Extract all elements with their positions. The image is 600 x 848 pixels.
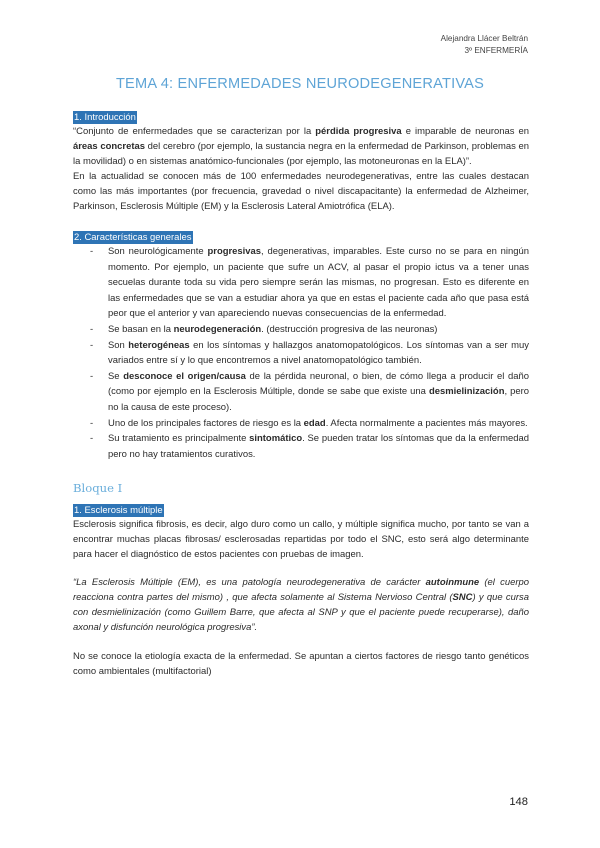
- em-quote: [73, 575, 529, 635]
- text-run: , pero no la causa de este proceso).: [108, 386, 529, 413]
- bloque-heading: Bloque I: [73, 481, 123, 496]
- list-item: [73, 244, 529, 322]
- text-run: del cerebro (por ejemplo, la sustancia negra en la enfermedad de Parkinson, problemas en la movilidad) o en sistemas anatómico-funcionales (por ejemplo, las motoneuronas en la ELA)”.: [73, 141, 529, 167]
- text-run: , degenerativas, imparables. Este curso no se para en ningún momento. Por ejemplo, un paciente que sufre un ACV, al pasar el propio ictus va a tener unas secuelas durante toda su vida pero siempre serán las mismas, no progresan. Esto es diferente en las enfermedades que se van a estudiar ahora ya que en estas el paciente cada año que pasa está peor que el anterior y van apareciendo nuevas consecuencias de la enfermedad.: [108, 246, 529, 320]
- text-run: e imparable de neuronas en: [401, 126, 529, 137]
- bold-run: progresivas: [207, 246, 262, 257]
- bold-run: neurodegeneración: [173, 323, 262, 335]
- intro-paragraph-2: En la actualidad se conocen más de 100 enfermedades neurodegenerativas, entre las cuales destacan como las más importantes (por frecuencia, gravedad o nivel discapacitante) la enfermedad de Alzheimer, Parkinson, Esclerosis Múltiple (EM) y la Esclerosis Lateral Amiotrófica (ELA).: [73, 171, 529, 212]
- list-item: [73, 431, 529, 462]
- dash-bullet: -: [90, 433, 94, 445]
- dash-bullet: -: [90, 339, 94, 351]
- caracteristicas-heading-line: [73, 228, 529, 244]
- list-item: [73, 416, 529, 432]
- page-header: [441, 33, 528, 57]
- text-run: Uno de los principales factores de riesgo es la: [108, 417, 304, 429]
- course-name: 3º ENFERMERÍA: [464, 46, 528, 55]
- em-paragraph-1: Esclerosis significa fibrosis, es decir, algo duro como un callo, y múltiple significa mucho, por tanto se van a encontrar muchas placas fibrosas/ esclerosadas repartidas por todo el SNC, esto será algo determinante para hacer el diagnóstico de estos pacientes con pruebas de imagen.: [73, 519, 529, 561]
- text-run: “La Esclerosis Múltiple (EM), es una patología neurodegenerativa de carácter: [73, 577, 426, 589]
- bold-run: desmielinización: [428, 386, 505, 398]
- em-paragraph-3: No se conoce la etiología exacta de la enfermedad. Se apuntan a ciertos factores de riesgo tanto genéticos como ambientales (multifactorial): [73, 651, 529, 678]
- bold-run: sintomático: [249, 433, 303, 445]
- intro-heading-line: [73, 108, 529, 124]
- intro-paragraph-1: [73, 124, 529, 169]
- bold-run: pérdida progresiva: [315, 126, 402, 137]
- text-run: de la pérdida neuronal, o bien, de cómo llega a producir el daño (como por ejemplo en la Esclerosis Múltiple, donde se sabe que existe una: [108, 370, 529, 398]
- text-run: Su tratamiento es principalmente: [108, 433, 250, 445]
- text-run: Son neurológicamente: [108, 246, 208, 257]
- dash-bullet: -: [90, 370, 94, 382]
- bold-run: SNC: [452, 592, 473, 604]
- text-run: . Se pueden tratar los síntomas que da la enfermedad pero no hay tratamientos curativos.: [108, 433, 529, 460]
- author-name: Alejandra Llácer Beltrán: [440, 34, 528, 43]
- text-run: Son: [108, 339, 129, 351]
- text-run: Se basan en la: [108, 323, 174, 335]
- caracteristicas-heading: 2. Características generales: [74, 232, 192, 243]
- intro-heading: 1. Introducción: [74, 112, 136, 123]
- dash-bullet: -: [90, 246, 94, 257]
- em-heading: 1. Esclerosis múltiple: [74, 505, 163, 517]
- em-heading-line: [73, 501, 529, 517]
- text-run: Se: [108, 370, 124, 382]
- text-run: (el cuerpo reacciona contra partes del mismo) , que afecta solamente al Sistema Nervioso Central (: [73, 577, 530, 604]
- caracteristicas-list: [73, 244, 529, 462]
- dash-bullet: -: [90, 323, 94, 335]
- list-item: [73, 322, 529, 338]
- bold-run: autoinmune: [425, 577, 480, 589]
- list-item: [73, 338, 529, 369]
- bold-run: desconoce el origen/causa: [123, 370, 246, 382]
- text-run: . Afecta normalmente a pacientes más mayores.: [325, 417, 528, 429]
- document-body: [73, 108, 529, 679]
- bold-run: edad: [303, 417, 326, 429]
- dash-bullet: -: [90, 417, 94, 429]
- page-number: 148: [509, 796, 528, 808]
- page-title: TEMA 4: ENFERMEDADES NEURODEGENERATIVAS: [115, 76, 485, 92]
- list-item: [73, 369, 529, 416]
- text-run: . (destrucción progresiva de las neuronas): [261, 323, 438, 335]
- text-run: ) y que cursa con desmielinización (como Guillem Barre, que afecta al SNP y que el paciente puede recuperarse), daño axonal y disfunción neurológica progresiva”.: [73, 592, 529, 634]
- bold-run: heterogéneas: [128, 339, 190, 351]
- bold-run: áreas concretas: [73, 141, 145, 152]
- text-run: en los síntomas y hallazgos anatomopatológicos. Los síntomas van a ser muy variados entre sí y lo que encontremos a nivel anatomopatológico también.: [108, 339, 529, 367]
- text-run: “Conjunto de enfermedades que se caracterizan por la: [73, 126, 316, 137]
